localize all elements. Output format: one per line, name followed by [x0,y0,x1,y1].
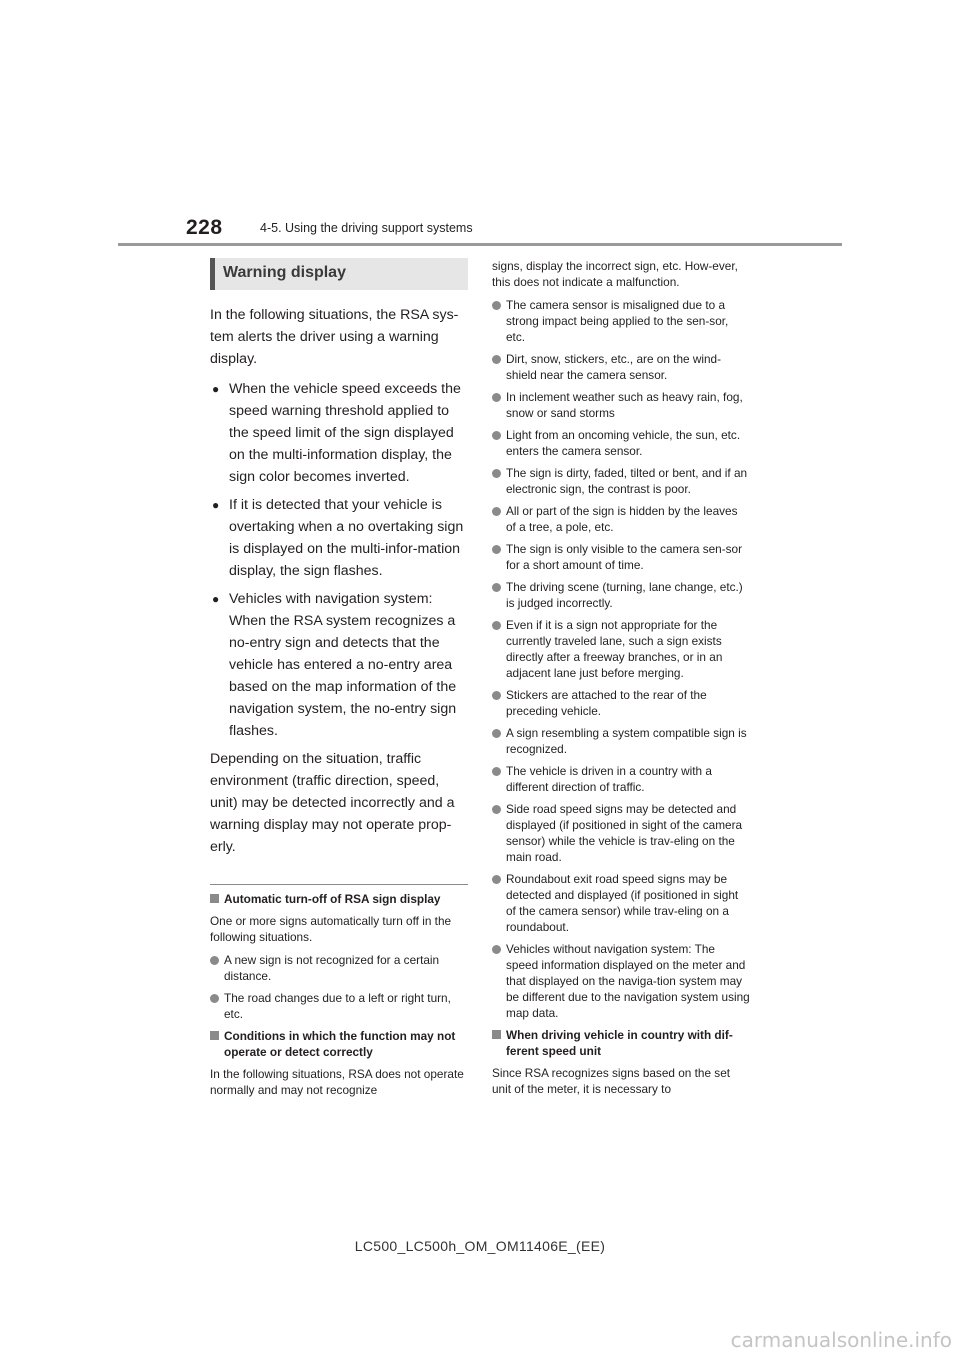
list-item [210,378,468,488]
list-item-text: The road changes due to a left or right turn, etc. [224,991,451,1021]
list-item-text: Dirt, snow, stickers, etc., are on the wind-shield near the camera sensor. [506,352,722,382]
list-item-text: Light from an oncoming vehicle, the sun, etc. enters the camera sensor. [506,428,741,458]
list-item-text: The sign is dirty, faded, tilted or bent, and if an electronic sign, the contrast is poor. [506,466,748,496]
bullet-icon [492,805,501,814]
list-item [210,588,468,742]
subsection-heading-text: Conditions in which the function may not operate or detect correctly [224,1029,456,1059]
subsection-heading [492,1027,750,1059]
subsection-heading [210,891,468,907]
list-item [492,297,750,345]
bullet-icon [492,507,501,516]
watermark: carmanualsonline.info [730,1328,952,1352]
list-item-text: The sign is only visible to the camera sen-sor for a short amount of time. [506,542,743,572]
list-item [492,427,750,459]
subsection-text: Since RSA recognizes signs based on the set unit of the meter, it is necessary to [492,1066,731,1096]
square-bullet-icon [210,1031,219,1040]
bullet-icon [210,956,219,965]
list-item-text: Roundabout exit road speed signs may be detected and displayed (if positioned in sight of the camera sensor) while trav-eling on a roundabout. [506,872,739,934]
subsection-divider [210,884,468,885]
bullet-icon [492,355,501,364]
left-column [210,258,468,1105]
list-item-text: Vehicles without navigation system: The speed information displayed on the meter and that displayed on the naviga-tion system may be different due to the navigation system using map data. [506,942,750,1020]
subsection-heading-text: Automatic turn-off of RSA sign display [224,892,441,906]
bullet-icon [492,621,501,630]
section-title: 4-5. Using the driving support systems [260,221,473,235]
square-bullet-icon [492,1030,501,1039]
list-item [492,503,750,535]
list-item [492,725,750,757]
list-item-text: Stickers are attached to the rear of the preceding vehicle. [506,688,707,718]
list-item [492,871,750,935]
bullet-icon: ● [212,592,220,606]
list-item [492,389,750,421]
bullet-icon [492,945,501,954]
bullet-icon [492,469,501,478]
list-item-text: If it is detected that your vehicle is overtaking when a no overtaking sign is displayed on the multi-infor-mation display, the sign flashes. [229,497,464,579]
continued-text: signs, display the incorrect sign, etc. How-ever, this does not indicate a malfunction. [492,259,738,289]
list-item [492,801,750,865]
bullet-icon [492,729,501,738]
list-item-text: In inclement weather such as heavy rain, fog, snow or sand storms [506,390,743,420]
bullet-icon [492,875,501,884]
header-divider [118,243,842,246]
list-item [210,990,468,1022]
list-item-text: All or part of the sign is hidden by the leaves of a tree, a pole, etc. [506,504,738,534]
bullet-icon [492,583,501,592]
list-item-text: The vehicle is driven in a country with a different direction of traffic. [506,764,712,794]
subsection-heading [210,1028,468,1060]
bullet-icon [210,994,219,1003]
list-item [492,617,750,681]
list-item-text: The camera sensor is misaligned due to a strong impact being applied to the sen-sor, etc. [506,298,729,344]
condition-list [492,297,750,1021]
intro-paragraph: In the following situations, the RSA sys-tem alerts the driver using a warning display. [210,307,459,367]
bullet-icon [492,545,501,554]
list-item-text: When the vehicle speed exceeds the speed warning threshold applied to the speed limit of the sign displayed on the multi-information display, the sign color becomes inverted. [229,381,461,485]
document-id: LC500_LC500h_OM_OM11406E_(EE) [354,1238,606,1254]
bullet-icon [492,691,501,700]
situation-paragraph: Depending on the situation, traffic environment (traffic direction, speed, unit) may be detected incorrectly and a warning display may not operate prop-erly. [210,751,455,855]
list-item [492,687,750,719]
square-bullet-icon [210,894,219,903]
bullet-icon: ● [212,498,220,512]
page-number: 228 [186,216,223,239]
list-item-text: A sign resembling a system compatible sign is recognized. [506,726,747,756]
bullet-icon: ● [212,382,220,396]
subsection-text: One or more signs automatically turn off in the following situations. [210,914,452,944]
list-item [492,465,750,497]
list-item [210,952,468,984]
list-item [210,494,468,582]
right-column [492,258,750,1104]
bullet-icon [492,431,501,440]
bullet-icon [492,767,501,776]
list-item [492,579,750,611]
list-item-text: A new sign is not recognized for a certain distance. [224,953,440,983]
bullet-icon [492,301,501,310]
list-item [492,941,750,1021]
list-item-text: Side road speed signs may be detected and displayed (if positioned in sight of the camera sensor) while the vehicle is trav-eling on the main road. [506,802,743,864]
warning-display-heading: Warning display [210,258,468,290]
list-item [492,351,750,383]
list-item [492,541,750,573]
bullet-icon [492,393,501,402]
list-item-text: The driving scene (turning, lane change, etc.) is judged incorrectly. [506,580,743,610]
list-item-text: Even if it is a sign not appropriate for the currently traveled lane, such a sign exists directly after a freeway branches, or in an adjacent lane just before merging. [506,618,723,680]
subsection-text: In the following situations, RSA does not operate normally and may not recognize [210,1067,464,1097]
list-item-text: Vehicles with navigation system: When the RSA system recognizes a no-entry sign and detects that the vehicle has entered a no-entry area based on the map information of the navigation system, the no-entry sign flashes. [229,591,457,739]
subsection-heading-text: When driving vehicle in country with dif-ferent speed unit [506,1028,733,1058]
list-item [492,763,750,795]
